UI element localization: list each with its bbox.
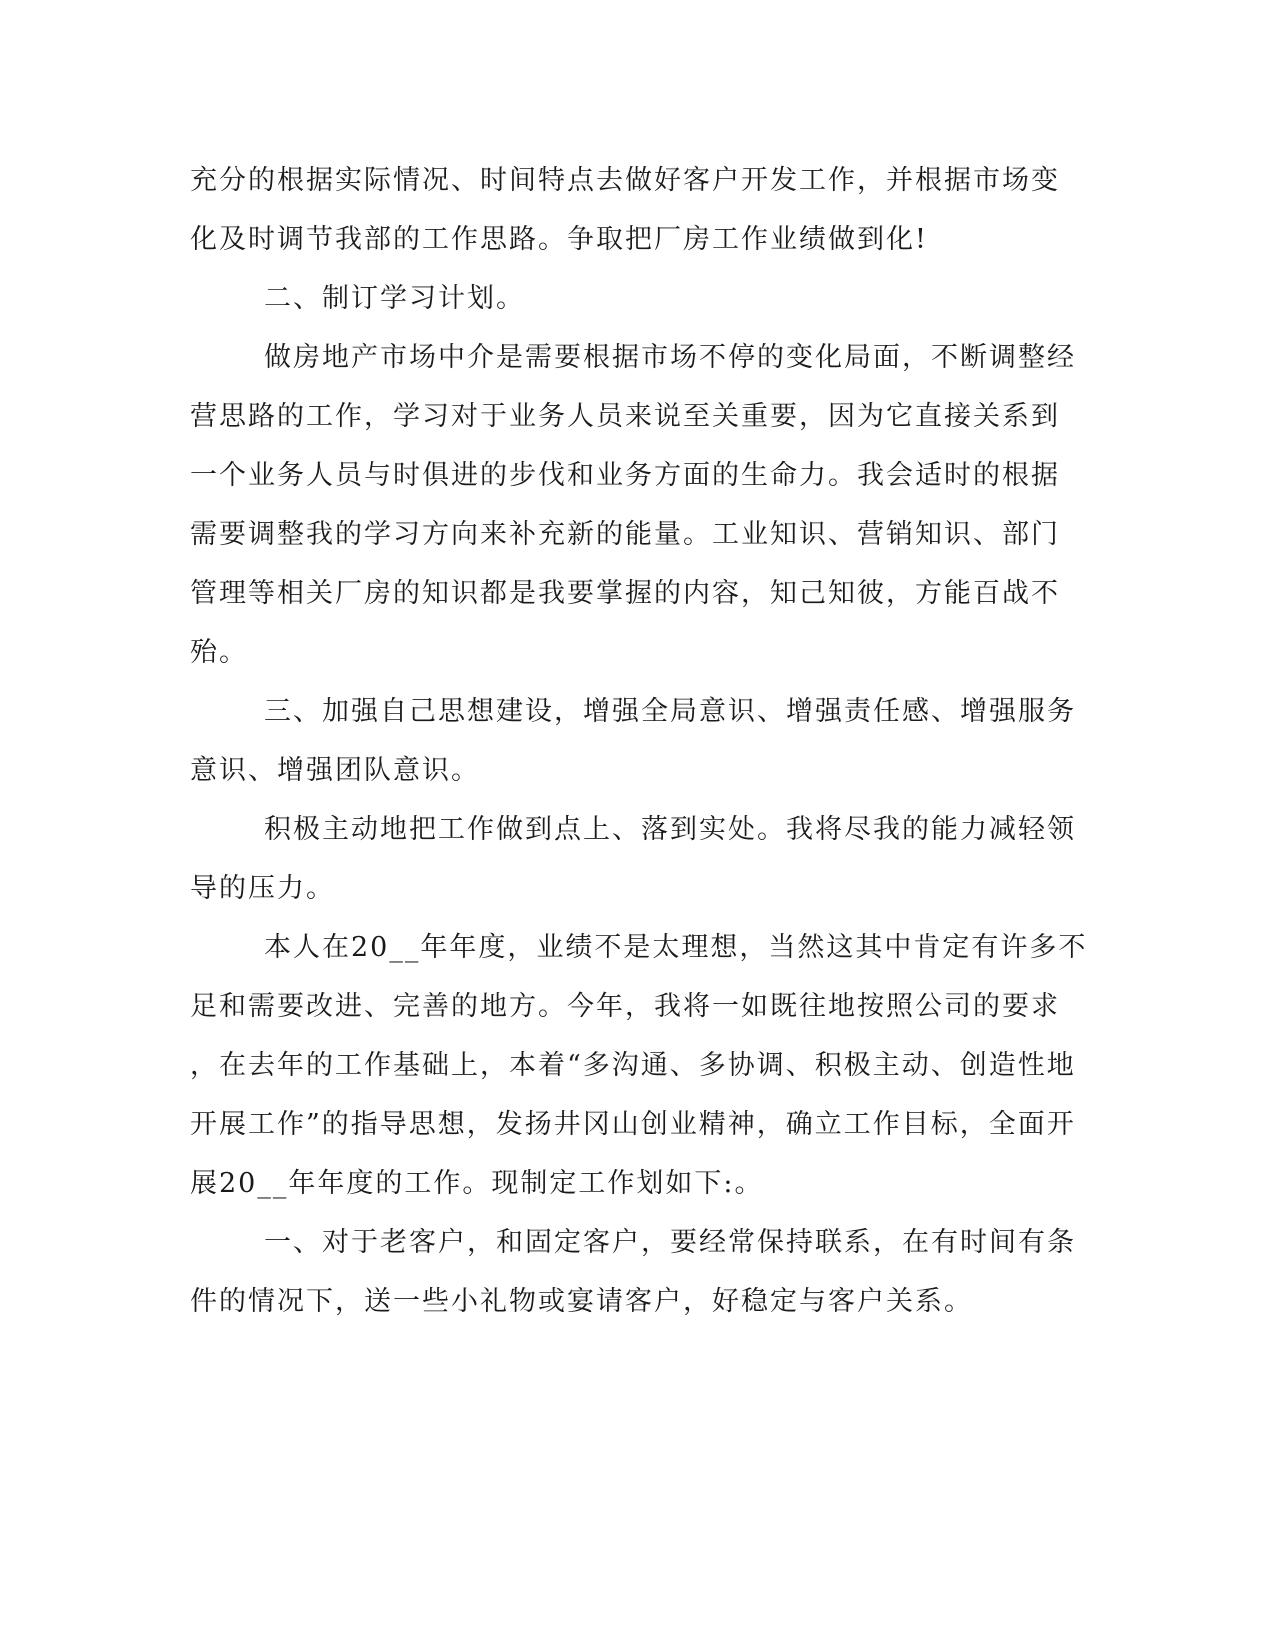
- text-line: 需要调整我的学习方向来补充新的能量。工业知识、营销知识、部门: [190, 519, 1060, 550]
- text-line: 本人在20__年年度，业绩不是太理想，当然这其中肯定有许多不: [264, 932, 1088, 963]
- text-line: 化及时调节我部的工作思路。争取把厂房工作业绩做到化!: [190, 224, 928, 255]
- text-line: 积极主动地把工作做到点上、落到实处。我将尽我的能力减轻领: [264, 814, 1076, 845]
- text-line: 导的压力。: [190, 873, 335, 904]
- text-line: 管理等相关厂房的知识都是我要掌握的内容，知己知彼，方能百战不: [190, 578, 1060, 609]
- text-line: 件的情况下，送一些小礼物或宴请客户，好稳定与客户关系。: [190, 1286, 973, 1317]
- text-line: 开展工作”的指导思想，发扬井冈山创业精神，确立工作目标，全面开: [190, 1109, 1076, 1140]
- text-line: 一个业务人员与时俱进的步伐和业务方面的生命力。我会适时的根据: [190, 460, 1060, 491]
- text-line: ，在去年的工作基础上，本着“多沟通、多协调、积极主动、创造性地: [190, 1050, 1076, 1081]
- section-heading: 三、加强自己思想建设，增强全局意识、增强责任感、增强服务: [264, 696, 1076, 727]
- section-heading: 二、制订学习计划。: [264, 283, 525, 314]
- section-heading: 一、对于老客户，和固定客户，要经常保持联系，在有时间有条: [264, 1227, 1076, 1258]
- text-line: 充分的根据实际情况、时间特点去做好客户开发工作，并根据市场变: [190, 165, 1060, 196]
- text-line: 足和需要改进、完善的地方。今年，我将一如既往地按照公司的要求: [190, 991, 1060, 1022]
- text-line: 营思路的工作，学习对于业务人员来说至关重要，因为它直接关系到: [190, 401, 1060, 432]
- text-line: 做房地产市场中介是需要根据市场不停的变化局面，不断调整经: [264, 342, 1076, 373]
- text-line: 殆。: [190, 637, 248, 668]
- text-line: 意识、增强团队意识。: [190, 755, 480, 786]
- text-line: 展20__年年度的工作。现制定工作划如下:。: [190, 1168, 764, 1199]
